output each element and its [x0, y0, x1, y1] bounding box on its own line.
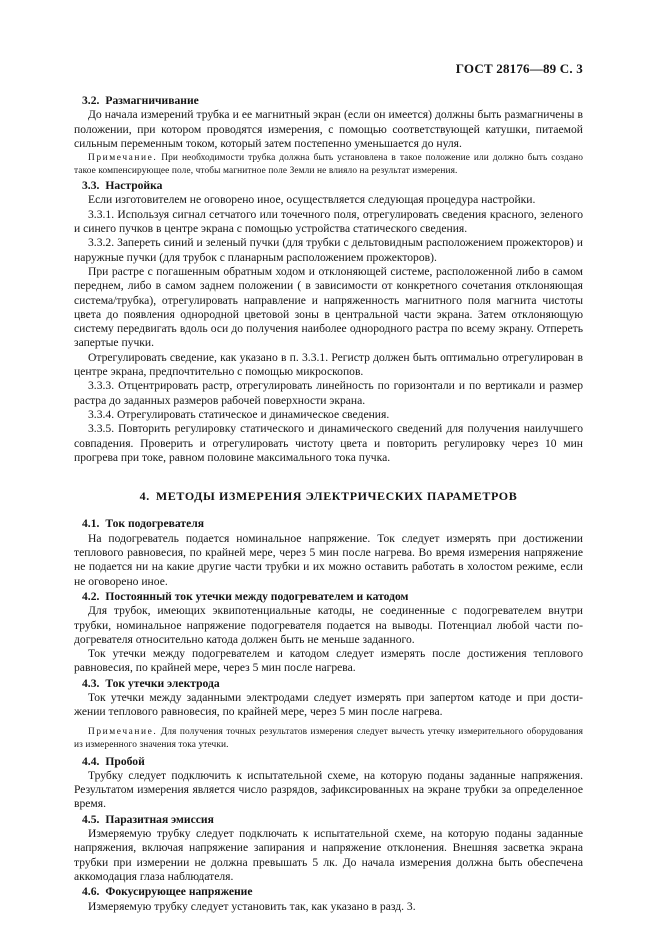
page-header: ГОСТ 28176—89 С. 3: [455, 61, 583, 76]
paragraph: До начала измерений трубка и ее магнитный экран (если он имеется) должны быть размагничены в положении, при котором проводятся измерения, с помощью соответствующей катушки, питаемой сильным переменным током, который затем постепенно уменьшается до нуля.: [74, 108, 583, 150]
section-title: Ток утечки электрода: [105, 676, 220, 690]
section-3-2-heading: [74, 94, 583, 108]
section-number: 3.2.: [82, 94, 100, 107]
paragraph: При растре с погашенным обратным ходом и отклоняющей системе, расположенной либо в самом переднем, либо в самом заднем положении ( в зависимости от конкретного сочетания отклоняющая система/трубка), отрегулировать направление и напряженность магнитного поля магнита чистоты цвета до появления однородной цветовой зоны в центральной части экрана. Затем отклоняющую систему передвигать вдоль оси до получения наиболее однородного растра по всему экрану. Отпереть запертые пучки.: [74, 264, 583, 350]
section-number: 3.3.: [82, 179, 100, 193]
section-title: Фокусирующее напряжение: [105, 885, 253, 899]
paragraph: Ток утечки между подогревателем и катодом следует измерять после достижения теплового равновесия, по крайней мере, через 5 мин после нагрева.: [74, 647, 583, 675]
section-number: 4.5.: [82, 812, 100, 826]
section-number: 4.4.: [82, 754, 100, 768]
section-4-1-heading: [74, 517, 583, 531]
document-body: [74, 93, 583, 914]
note-label: Примечание.: [88, 726, 158, 737]
section-title: Настройка: [105, 179, 163, 193]
paragraph: Ток утечки между заданными электродами следует измерять при запертом катоде и при достижении теплового равновесия, по крайней мере, через 5 мин после нагрева.: [74, 690, 583, 719]
paragraph: 3.3.1. Используя сигнал сетчатого или точечного поля, отрегулировать сведения красного, зеленого и синего пучков в центре экрана с помощью устройства статического сведения.: [74, 207, 583, 236]
section-title: Паразитная эмиссия: [105, 812, 214, 826]
section-number: 4.: [139, 489, 150, 504]
note-text: Для получения точных результатов измерения следует вычесть утечку измерительного оборудования из измеренного значения тока утечки.: [74, 726, 583, 750]
paragraph: 3.3.4. Отрегулировать статическое и динамическое сведения.: [88, 407, 390, 421]
section-title: МЕТОДЫ ИЗМЕРЕНИЯ ЭЛЕКТРИЧЕСКИХ ПАРАМЕТРОВ: [155, 489, 518, 504]
section-3-3-heading: [74, 179, 583, 193]
paragraph: Отрегулировать сведение, как указано в п. 3.3.1. Регистр должен быть оптимально отрегулирован в центре экрана, предпочтительно с помощью микроскопов.: [74, 350, 583, 379]
section-number: 4.6.: [82, 885, 100, 899]
section-4-heading: [74, 489, 583, 503]
section-title: Размагничивание: [105, 94, 199, 107]
note-label: Примечание.: [88, 153, 158, 164]
section-title: Ток подогревателя: [105, 517, 205, 531]
paragraph: Для трубок, имеющих эквипотенциальные катоды, не соединенные с подогревателем внутри трубки, номинальное напряжение подогревателя подается на выводы. Потенциал любой части подогревателя относительно катода должен быть не меньше заданного.: [74, 604, 583, 646]
paragraph: 3.3.3. Отцентрировать растр, отрегулировать линейность по горизонтали и по вертикали и размер растра до заданных размеров рабочей поверхности экрана.: [74, 379, 583, 407]
paragraph: Измеряемую трубку следует подключать к испытательной схеме, на которую поданы заданные напряжения, включая напряжение запирания и напряжение отклонения. Внешняя засветка экрана трубки при измерении не должна превышать 5 лк. До начала измерения должна быть обеспечена аккомодация глаза наблюдателя.: [74, 827, 583, 883]
paragraph: На подогреватель подается номинальное напряжение. Ток следует измерять при достижении теплового равновесия, по крайней мере, через 5 мин после нагрева. Во время измерения напряжение не подается ни на какие другие части трубки и их можно оставить работать в холостом режиме, если не оговорено иное.: [74, 531, 583, 588]
section-4-5-heading: [74, 813, 583, 827]
section-4-4-heading: [74, 755, 583, 769]
paragraph: 3.3.5. Повторить регулировку статического и динамического сведений для получения наилучшего совпадения. Проверить и отрегулировать чистоту цвета и повторить регулировку через 10 мин прогрева при токе, равном половине максимального тока пучка.: [74, 422, 583, 464]
paragraph: Измеряемую трубку следует установить так, как указано в разд. 3.: [88, 899, 416, 913]
section-title: Пробой: [105, 754, 145, 768]
section-number: 4.1.: [82, 517, 100, 531]
section-number: 4.3.: [82, 676, 100, 690]
section-4-3-heading: [74, 677, 583, 691]
note-text: При необходимости трубка должна быть установлена в такое положение или должно быть создано такое компенсирующее поле, чтобы магнитное поле Земли не влияло на результат измерения.: [74, 153, 583, 177]
note: [74, 152, 583, 178]
section-number: 4.2.: [82, 589, 100, 603]
section-title: Постоянный ток утечки между подогревателем и катодом: [105, 589, 409, 603]
note: [74, 726, 583, 752]
section-4-2-heading: [74, 590, 583, 604]
paragraph: Если изготовителем не оговорено иное, осуществляется следующая процедура настройки.: [88, 193, 536, 207]
paragraph: Трубку следует подключить к испытательной схеме, на которую поданы заданные напряжения. Результатом измерения является число разрядов, зафиксированных на экране трубки за определенное время.: [74, 768, 583, 811]
section-4-6-heading: [74, 885, 583, 899]
paragraph: 3.3.2. Запереть синий и зеленый пучки (для трубки с дельтовидным расположением прожекторов) и наружные пучки (для трубок с планарным расположением прожекторов).: [74, 236, 583, 264]
